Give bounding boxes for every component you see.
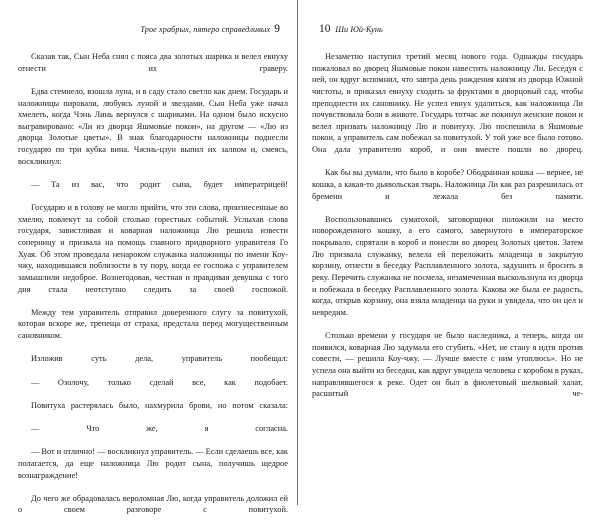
right-page xyxy=(300,0,600,505)
left-page-book-title: Трое храбрых, пятеро справедливых xyxy=(140,25,271,34)
paragraph: Едва стемнело, взошла луна, и в саду стало светло как днем. Государь и наложницы пировали, любуясь луной и звездами. Сын Неба уже начал хмелеть, когда Чэнь Линь вернулся с шариками. На одном было искусно выгравировано: «Ли из дворца Яшмовые покои», на другом — «Лю из дворца Золотые цветы». В знак благодарности наложницы поднесли государю по три кубка вина. Чжэнь-цзун выпил их залпом и, смеясь, воскликнул: xyxy=(18,86,288,166)
right-page-running-head xyxy=(312,22,583,37)
paragraph: Повитуха растерялась было, нахмурила брови, но потом сказала: xyxy=(31,400,288,410)
left-page-body-text xyxy=(18,51,288,528)
right-page-body-text xyxy=(312,51,583,411)
paragraph: Столько времени у государя не было наследника, а теперь, когда он появился, коварная Лю задумала его сгубить. «Нет, не стану я идти против совести, — решила Коу-чжу. — Лучше вместе с ним утоплюсь». Но не успела она выйти из беседки, как вдруг увидела человека с коробом в руках, направлявшегося к реке. Одет он был в фиолетовый шелковый халат, расшитый че- xyxy=(312,331,583,399)
left-page-running-head xyxy=(18,22,288,37)
paragraph: — Та из вас, что родит сына, будет императрицей! xyxy=(31,179,288,189)
right-page-author-name: Ши Юй-Кунь xyxy=(335,25,383,34)
paragraph: — Вот и отлично! — воскликнул управитель. — Если сделаешь все, как полагается, да еще наложница Лю родит сына, получишь щедрое вознаграждение! xyxy=(18,447,288,480)
paragraph: Сказав так, Сын Неба снял с пояса два золотых шарика и велел евнуху отнести их граверу. xyxy=(18,52,288,73)
paragraph: До чего же обрадовалась вероломная Лю, когда управитель доложил ей о своем разговоре с повитухой. xyxy=(18,493,288,515)
paragraph: Изложив суть дела, управитель пообещал: xyxy=(31,354,288,364)
paragraph: Воспользовавшись суматохой, заговорщики положили на место новорожденного кошку, а его самого, завернутого в императорское покрывало, спрятали в короб и понесли во дворец Золотых цветов. Затем Лю призвала служанку, велела ей переложить младенца в закрытую корзину, отнести в беседку Расплавленного золота, задушить и бросить в реку. Перечить служанка не посмела, незамеченная выскользнула из дворца и побежала в беседку Расплавленного золота. Какова же была ее радость, когда, открыв корзину, она взяла младенца на руки и увидела, что он цел и невредим. xyxy=(312,214,583,317)
paragraph: Как бы вы думали, что было в коробе? Ободранная кошка — вернее, не кошка, а какая-то дьявольская тварь. Наложница Ли как раз разрешилась от бремени и лежала без памяти. xyxy=(312,168,583,201)
paragraph: Незаметно наступил третий месяц нового года. Однажды государь пожаловал во дворец Яшмовые покои навестить наложницу Ли. Беседуя с ней, он вдруг вспомнил, что завтра день рождения князя из дворца Южной чистоты, и приказал евнуху сходить за фруктами в дворцовый сад, чтобы преподнести их сановнику. Не успел евнух удалиться, как наложница Ли почувствовала боли в животе. Государь тотчас же покинул женские покои и велел призвать наложницу Лю и повитуху. Лю поспешила в Яшмовые покои, а управитель сам побежал за повитухой. У той уже все было готово. Она дала управителю короб, и они вместе пошли во дворец. xyxy=(312,52,583,154)
left-page-folio: 9 xyxy=(274,23,280,35)
paragraph: Государю и в голову не могло прийти, что эти слова, произнесенные во хмелю, повлекут за собой столько горестных событий. Услыхав слова государя, завистливая и коварная наложница Лю решила извести соперницу и призвала на помощь главного придворного управителя Го Хуая. Об этом проведала ненароком служанка наложницы по имени Коу-чжу, находившаяся поблизости в ту пору, когда ее госпожа с управителем замышлили недоброе. Вознегодовав, честная и правдивая девушка с того дня стала неотступно следить за своей госпожой. xyxy=(18,203,288,294)
paragraph: — Озолочу, только сделай все, как подобает. xyxy=(31,377,288,387)
paragraph: Между тем управитель отправил доверенного слугу за повитухой, которая вскоре же, трепеща от страха, предстала перед могущественным сановником. xyxy=(18,307,288,340)
paragraph: — Что же, я согласна. xyxy=(31,424,288,433)
page-gutter-divider xyxy=(297,0,298,505)
right-page-folio: 10 xyxy=(319,23,331,35)
left-page xyxy=(0,0,300,515)
